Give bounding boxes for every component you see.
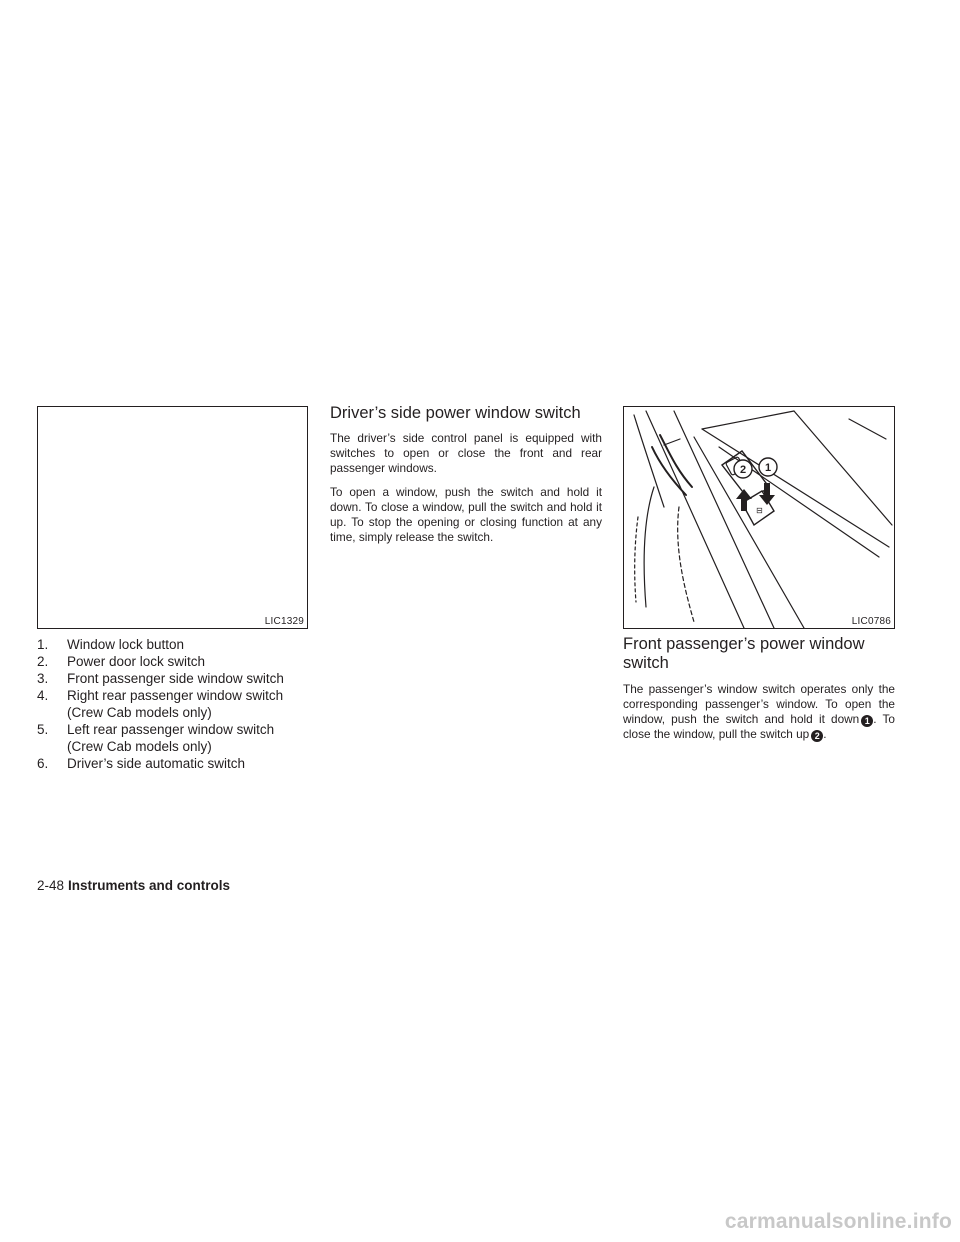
figure-code: LIC0786 bbox=[851, 616, 891, 627]
legend-item bbox=[37, 755, 327, 772]
section-heading-driver: Driver’s side power window switch bbox=[330, 404, 581, 422]
legend-item bbox=[37, 653, 327, 670]
legend-item bbox=[37, 636, 327, 653]
chapter-title: Instruments and controls bbox=[68, 878, 231, 893]
paragraph: The driver’s side control panel is equipped with switches to open or close the front and rear passenger windows. bbox=[330, 431, 602, 475]
legend-item bbox=[37, 721, 327, 738]
passenger-section-body bbox=[623, 682, 895, 751]
callout-label: 2 bbox=[739, 464, 747, 476]
legend-number: 5. bbox=[37, 722, 49, 737]
door-panel-illustration bbox=[624, 407, 894, 628]
legend-text: Right rear passenger window switch bbox=[67, 688, 284, 703]
watermark: carmanualsonline.info bbox=[724, 1210, 952, 1233]
legend-number: 3. bbox=[37, 671, 49, 686]
driver-section-body bbox=[330, 431, 602, 554]
legend-number: 2. bbox=[37, 654, 49, 669]
callout-label: 1 bbox=[764, 462, 772, 474]
callout-2-icon: 2 bbox=[811, 730, 823, 742]
legend-item bbox=[37, 670, 327, 687]
figure-code: LIC1329 bbox=[264, 616, 304, 627]
svg-text:⊟: ⊟ bbox=[756, 506, 763, 515]
legend-text: Window lock button bbox=[67, 637, 185, 652]
page-number: 2-48 bbox=[37, 878, 65, 893]
legend-text: Left rear passenger window switch bbox=[67, 722, 275, 737]
legend-item bbox=[37, 687, 327, 704]
paragraph-text: The passenger’s window switch operates only the corresponding passenger’s window. To open the window, push the switch and hold it down bbox=[623, 682, 895, 726]
figure-legend bbox=[37, 636, 327, 772]
section-heading-passenger: Front passenger’s power window switch bbox=[623, 635, 865, 672]
page-footer bbox=[37, 878, 230, 893]
window-switch-figure-left bbox=[37, 406, 308, 629]
callout-1-icon: 1 bbox=[861, 715, 873, 727]
legend-text: Driver’s side automatic switch bbox=[67, 756, 246, 771]
legend-subtext: (Crew Cab models only) bbox=[67, 705, 212, 720]
paragraph: To open a window, push the switch and hold it down. To close a window, pull the switch and hold it up. To stop the opening or closing function at any time, simply release the switch. bbox=[330, 485, 602, 544]
paragraph-text: . bbox=[823, 727, 827, 741]
legend-number: 6. bbox=[37, 756, 49, 771]
legend-text: Front passenger side window switch bbox=[67, 671, 284, 686]
legend-subtext: (Crew Cab models only) bbox=[67, 739, 212, 754]
paragraph bbox=[623, 682, 895, 742]
legend-number: 4. bbox=[37, 688, 49, 703]
paragraph-text: . To close the window, pull the switch up bbox=[623, 712, 895, 741]
passenger-switch-figure bbox=[623, 406, 895, 629]
legend-number: 1. bbox=[37, 637, 49, 652]
legend-text: Power door lock switch bbox=[67, 654, 206, 669]
